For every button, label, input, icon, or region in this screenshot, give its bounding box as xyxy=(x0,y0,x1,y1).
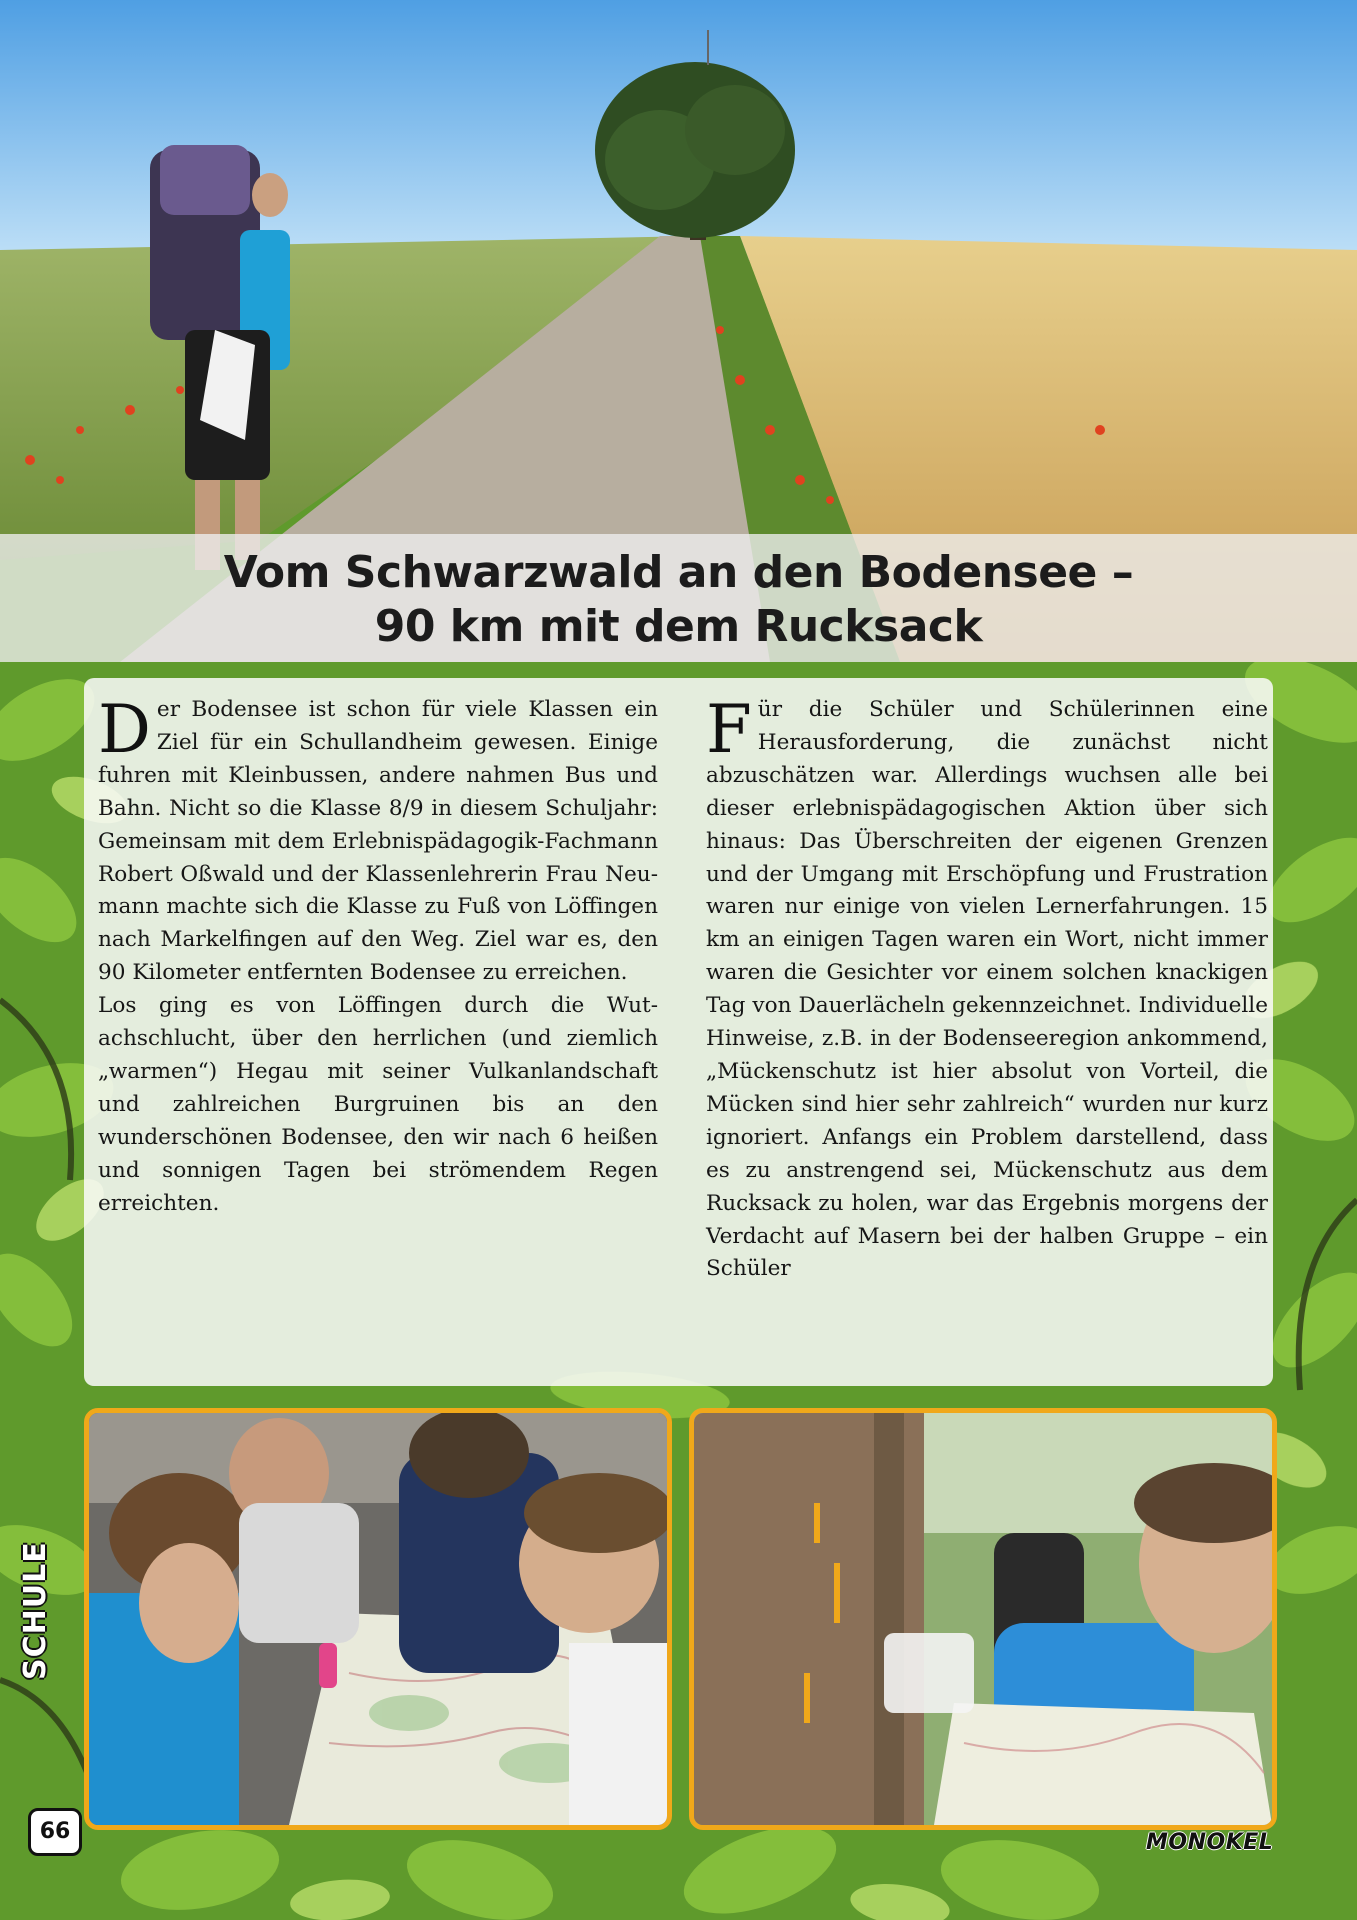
article-column-left xyxy=(98,691,658,1221)
page-number: 66 xyxy=(28,1808,82,1856)
article-title xyxy=(0,546,1357,654)
article-title-line2: 90 km mit dem Rucksack xyxy=(374,601,983,652)
paragraph: Los ging es von Löffingen durch die Wutachschlucht, über den herrlichen (und ziemlich „warmen“) Hegau mit seiner Vulkanlandschaft und zahlreichen Burgruinen bis an den wunderschönen Bodensee, den wir nach 6 heißen und sonnigen Tagen bei strömendem Regen erreichten. xyxy=(98,993,658,1216)
dropcap: D xyxy=(98,691,151,768)
brand-logo: MONOKEL xyxy=(1146,1830,1274,1855)
section-label: SCHULE xyxy=(18,1541,53,1680)
article-title-line1: Vom Schwarzwald an den Bodensee – xyxy=(223,547,1134,598)
photo-students-map xyxy=(84,1408,672,1830)
dropcap: F xyxy=(706,691,752,768)
article-box xyxy=(84,678,1273,1386)
paragraph: er Bodensee ist schon für viele Klassen ein Ziel für ein Schullandheim gewesen. Einige fuhren mit Kleinbussen, andere nahmen Bus und Bahn. Nicht so die Klasse 8/9 in diesem Schuljahr: Gemeinsam mit dem Erlebnispädagogik-Fachmann Robert Oßwald und der Klassenlehrerin Frau Neumann machte sich die Klasse zu Fuß von Löffingen nach Markelfingen auf den Weg. Ziel war es, den 90 Kilometer entfernten Bodensee zu erreichen. xyxy=(98,697,658,986)
paragraph: ür die Schüler und Schülerinnen eine Herausforderung, die zunächst nicht abzuschätzen war. Allerdings wuchsen alle bei dieser erlebnispädagogischen Aktion über sich hinaus: Das Überschreiten der eigenen Grenzen und der Umgang mit Erschöpfung und Frustration waren nur einige von vielen Lernerfahrungen. 15 km an einigen Tagen waren ein Wort, nicht immer waren die Gesichter vor einem solchen knackigen Tag von Dauerlächeln gekennzeichnet. Individuelle Hinweise, z.B. in der Bodenseeregion ankommend, „Mückenschutz ist hier absolut von Vorteil, die Mücken sind hier sehr zahlreich“ wurden nur kurz ignoriert. Anfangs ein Problem darstellend, dass es zu anstrengend sei, Mückenschutz aus dem Rucksack zu holen, war das Ergebnis morgens der Verdacht auf Masern bei der halben Gruppe – ein Schüler xyxy=(706,697,1268,1282)
article-column-right xyxy=(706,691,1268,1286)
photo-students-bench xyxy=(689,1408,1277,1830)
